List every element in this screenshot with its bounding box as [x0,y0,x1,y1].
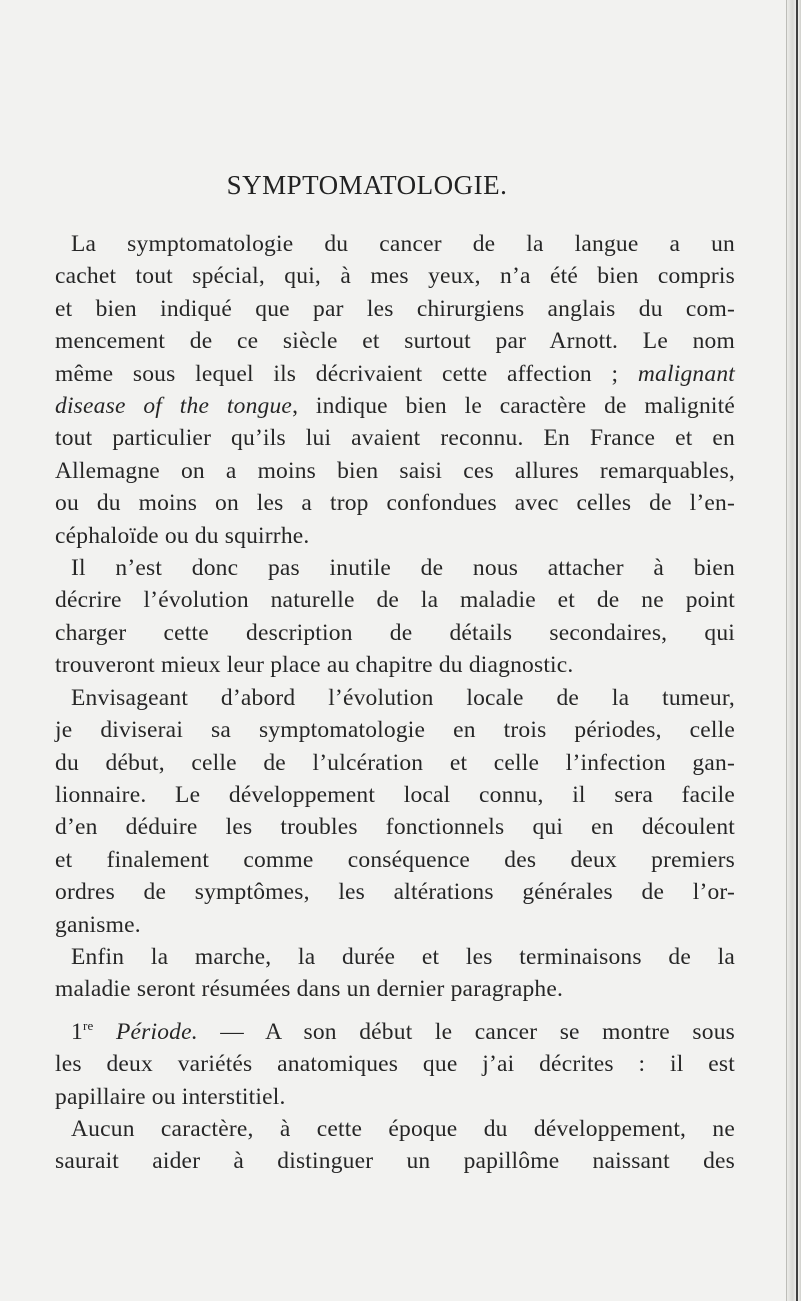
page-edge-line [796,0,798,1301]
text-line: charger cette description de détails secondaires, qui [55,619,735,646]
text-line: cachet tout spécial, qui, à mes yeux, n’a été bien compris [55,263,735,290]
period-number: 1 [71,1018,83,1045]
page-edge [786,0,801,1301]
text-line: et finalement comme conséquence des deux premiers [55,846,735,873]
text-line: saurait aider à distinguer un papillôme naissant des [55,1148,735,1175]
text-line [55,358,735,390]
period-label: Période. [115,1018,198,1045]
text-line: céphaloïde ou du squirrhe. [55,522,310,549]
text-span: , indique bien le caractère de malignité [292,393,735,420]
text-span: même sous lequel ils décrivaient cette affection ; [55,360,638,387]
text-line: et bien indiqué que par les chirurgiens anglais du com- [55,295,735,322]
text-line: les deux variétés anatomiques que j’ai décrites : il est [55,1051,735,1078]
italic-text: malignant [637,360,735,387]
body-text [55,228,735,1178]
text-line: La symptomatologie du cancer de la langue a un [71,231,735,257]
text-line: lionnaire. Le développement local connu, il sera facile [55,781,735,808]
text-line: du début, celle de l’ulcération et celle l’infection gan- [55,749,735,776]
text-line: papillaire ou interstitiel. [55,1083,286,1110]
paragraph-gap [55,1006,735,1016]
text-line: tout particulier qu’ils lui avaient reconnu. En France et en [55,425,735,452]
text-line: ou du moins on les a trop confondues avec celles de l’en- [55,490,735,517]
text-line: ordres de symptômes, les altérations générales de l’or- [55,879,735,906]
text-line: Envisageant d’abord l’évolution locale de la tumeur, [71,684,735,711]
text-line: décrire l’évolution naturelle de la maladie et de ne point [55,587,735,614]
text-line [55,390,735,422]
text-line: Enfin la marche, la durée et les terminaisons de la [71,943,735,970]
section-title: SYMPTOMATOLOGIE. [226,170,508,200]
text-line: ganisme. [55,911,141,938]
period-superscript: re [82,1017,94,1033]
text-line: trouveront mieux leur place au chapitre du diagnostic. [55,652,574,679]
text-line: Il n’est donc pas inutile de nous attacher à bien [71,555,735,582]
text-line: Allemagne on a moins bien saisi ces allures remarquables, [55,457,735,484]
text-line [55,1016,735,1048]
text-line: maladie seront résumées dans un dernier paragraphe. [55,976,564,1003]
text-line: d’en déduire les troubles fonctionnels qui en découlent [55,814,735,841]
text-line: Aucun caractère, à cette époque du développement, ne [71,1115,735,1142]
text-span: — A son début le cancer se montre sous [197,1018,735,1045]
text-line: je diviserai sa symptomatologie en trois périodes, celle [55,717,735,744]
text-line: mencement de ce siècle et surtout par Arnott. Le nom [55,328,735,355]
italic-text: disease of the tongue [55,393,293,420]
